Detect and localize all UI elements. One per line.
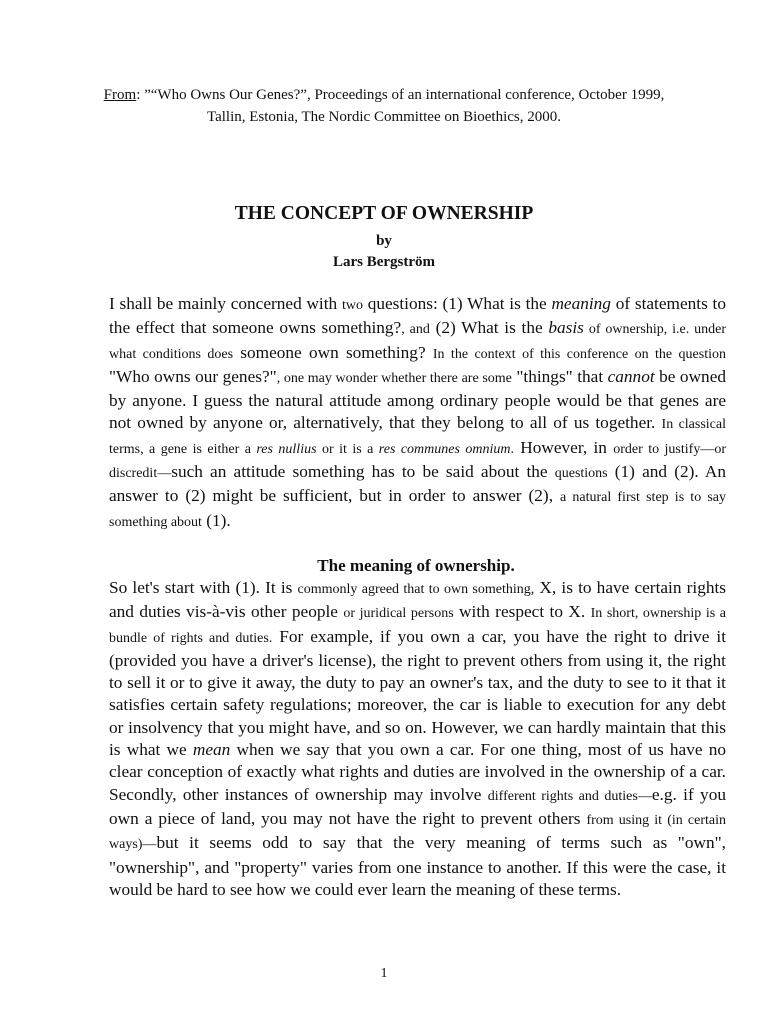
para1-text: of statements to the effect that someone owns something? — [109, 294, 726, 338]
para1-text: such an attitude something has to be said about the — [171, 462, 555, 482]
para1-text: (1). — [201, 510, 231, 530]
meaning-paragraph — [109, 577, 726, 901]
document-title: THE CONCEPT OF OWNERSHIP — [234, 203, 534, 224]
para2-text: from using it (in certain ways)— — [109, 812, 726, 853]
para1-text: "Who owns our genes?" — [109, 366, 277, 386]
para1-text: , and — [401, 322, 430, 338]
author-name: Lars Bergström — [332, 254, 436, 270]
para2-text: X, is to have certain rights and duties vis-à-vis other people — [109, 578, 727, 622]
para2-text: For example, if you own a car, you have the right to drive it (provided you have a driver's license), the right to prevent others from using it, the right to sell it or to give it away, the duty to pay an owner's tax, and the duty to see to it that it satisfies certain safety regulations; moreover, the car is liable to execution for any debt or insolvency that you might have, and so on. However, we can hardly maintain that this is what we — [109, 626, 727, 760]
para1-text: questions: (1) What is the — [362, 294, 552, 313]
byline: by — [376, 233, 392, 249]
para2-text: e.g. if you own a piece of land, you may not have the right to prevent others — [109, 784, 726, 828]
para1-text: In the context of this conference on the question — [432, 346, 726, 362]
para1-text: . — [510, 441, 514, 457]
para1-text: or it is a — [316, 441, 379, 457]
para1-text: (1) and (2). An answer to (2) might be sufficient, but in order to answer (2), — [109, 462, 726, 506]
para1-text: two — [341, 298, 363, 313]
intro-paragraph — [109, 293, 726, 534]
para1-text: "things" that — [511, 366, 608, 386]
section-heading: The meaning of ownership. — [317, 556, 515, 575]
para1-text: I shall be mainly concerned with — [109, 294, 342, 313]
para1-text: (2) What is the — [429, 318, 549, 338]
para2-text: or juridical persons — [343, 606, 454, 622]
para2-text: In short, ownership is a bundle of rights and duties. — [109, 606, 726, 646]
para1-emphasis: meaning — [551, 294, 611, 313]
para1-text: be owned by anyone. I guess the natural attitude among ordinary people would be that genes are not owned by anyone or, alternatively, that they belong to all of us together. — [109, 366, 727, 433]
para1-emphasis: basis — [548, 318, 584, 338]
para1-latin-term: res nullius — [256, 441, 317, 457]
para1-emphasis: cannot — [607, 366, 655, 386]
para2-text: when we say that you own a car. For one thing, most of us have no clear conception of exactly what rights and duties are involved in the ownership of a car. Secondly, other instances of ownership may involve — [109, 740, 726, 804]
para1-text: a natural first step is to say something about — [109, 490, 727, 530]
para2-text: but it seems odd to say that the very meaning of terms such as "own", "ownership", and "property" varies from one instance to another. If this were the case, it would be hard to see how we could ever learn the meaning of these terms. — [109, 833, 726, 899]
para1-text: order to justify—or discredit— — [109, 441, 726, 482]
source-citation — [100, 84, 668, 128]
source-from-label: From — [103, 87, 137, 103]
para1-text: someone own something? — [233, 342, 433, 362]
para1-text: However, in — [514, 437, 614, 457]
para1-text: , one may wonder whether there are some — [276, 370, 512, 386]
source-citation-text: : ”“Who Owns Our Genes?”, Proceedings of an international conference, October 1999, Tallin, Estonia, The Nordic Committee on Bioethics, 2000. — [136, 87, 665, 125]
page-number: 1 — [380, 966, 388, 981]
para1-latin-term: res communes omnium — [378, 441, 511, 457]
para1-text: of ownership, i.e. under what conditions does — [109, 322, 726, 362]
para2-text: commonly agreed that to own something, — [297, 582, 535, 597]
para2-text: So let's start with (1). It is — [109, 578, 298, 597]
para1-text: questions — [554, 466, 608, 482]
para2-text: different rights and duties— — [487, 788, 652, 804]
para2-text: with respect to X. — [453, 602, 591, 622]
para2-emphasis: mean — [192, 740, 231, 760]
para1-text: In classical terms, a gene is either a — [109, 417, 726, 457]
